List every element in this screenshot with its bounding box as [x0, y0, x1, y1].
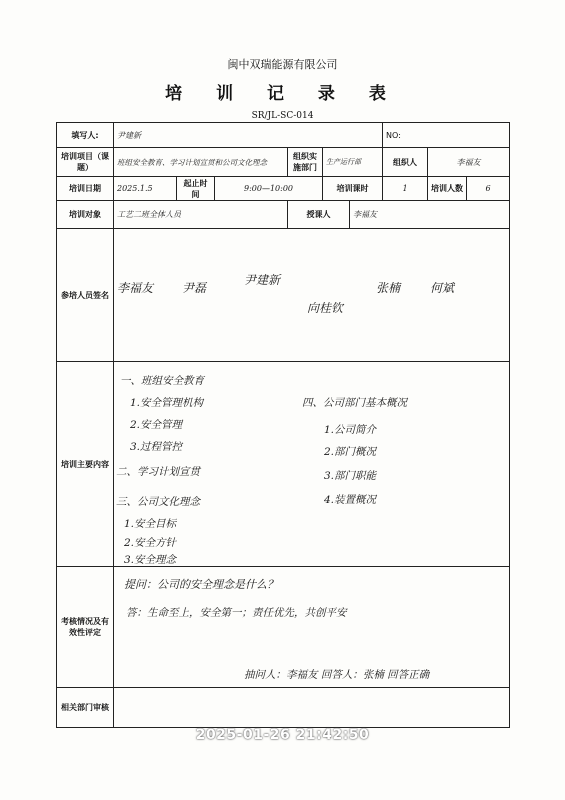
content-line: 3.安全理念	[124, 554, 177, 566]
content-line: 二、学习计划宣贯	[116, 466, 200, 478]
review-value	[114, 688, 510, 728]
org-dept-label: 组织实施部门	[288, 148, 323, 177]
assessment-area	[114, 567, 510, 688]
organizer-value: 李福友	[428, 148, 510, 177]
participant-signature: 张楠	[376, 281, 401, 295]
participant-signature: 尹磊	[182, 281, 207, 295]
content-line: 三、公司文化理念	[116, 496, 200, 508]
content-line: 3.过程管控	[130, 441, 183, 453]
participant-signature: 尹建新	[244, 273, 281, 287]
participants-label: 参培人员签名	[57, 229, 114, 362]
content-area	[114, 362, 510, 567]
organizer-label: 组织人	[383, 148, 428, 177]
form-code: SR/JL-SC-014	[251, 111, 314, 121]
content-line: 1.安全管理机构	[130, 397, 204, 409]
lecturer-label: 授课人	[288, 201, 350, 229]
content-line: 四、公司部门基本概况	[302, 397, 407, 409]
no-cell	[383, 123, 510, 148]
count-label: 培训人数	[428, 177, 467, 201]
training-record-table	[56, 122, 510, 728]
count-value: 6	[467, 177, 510, 201]
participants-area	[114, 229, 510, 362]
review-label: 相关部门审核	[57, 688, 114, 728]
quiz-question: 提问：公司的安全理念是什么？	[124, 578, 278, 591]
date-value: 2025.1.5	[114, 177, 177, 201]
quiz-signature: 抽问人：李福友 回答人：张楠 回答正确	[244, 669, 430, 681]
content-line: 1.安全目标	[124, 518, 177, 530]
content-line: 一、班组安全教育	[120, 375, 204, 387]
participant-signature: 何斌	[430, 281, 455, 295]
project-value: 班组安全教育、学习计划宣贯和公司文化理念	[114, 148, 288, 177]
hours-label: 培训课时	[323, 177, 383, 201]
filler-label: 填写人:	[57, 123, 114, 148]
content-line: 1.公司简介	[324, 424, 377, 436]
start-end-value: 9:00—10:00	[215, 177, 323, 201]
lecturer-value: 李福友	[350, 201, 510, 229]
participant-signature: 向桂钦	[307, 301, 344, 315]
project-label: 培训项目（课题）	[57, 148, 114, 177]
content-line: 2.部门概况	[324, 446, 377, 458]
filler-value: 尹建新	[114, 123, 383, 148]
assessment-label: 考核情况及有效性评定	[57, 567, 114, 688]
no-label: NO:	[386, 130, 401, 140]
content-line: 3.部门职能	[324, 470, 377, 482]
content-label: 培训主要内容	[57, 362, 114, 567]
content-line: 2.安全方针	[124, 537, 177, 549]
timestamp-watermark: 2025-01-26 21:42:50	[195, 727, 370, 743]
participant-signature: 李福友	[117, 281, 154, 295]
quiz-answer: 答：生命至上，安全第一；责任优先，共创平安	[126, 607, 347, 619]
target-label: 培训对象	[57, 201, 114, 229]
start-end-label: 起止时间	[177, 177, 215, 201]
target-value: 工艺二班全体人员	[114, 201, 288, 229]
company-name: 闽中双瑞能源有限公司	[227, 58, 338, 71]
form-title: 培 训 记 录 表	[165, 84, 400, 104]
org-dept-value: 生产运行部	[323, 148, 383, 177]
date-label: 培训日期	[57, 177, 114, 201]
hours-value: 1	[383, 177, 428, 201]
content-line: 4.装置概况	[324, 494, 377, 506]
content-line: 2.安全管理	[130, 419, 183, 431]
